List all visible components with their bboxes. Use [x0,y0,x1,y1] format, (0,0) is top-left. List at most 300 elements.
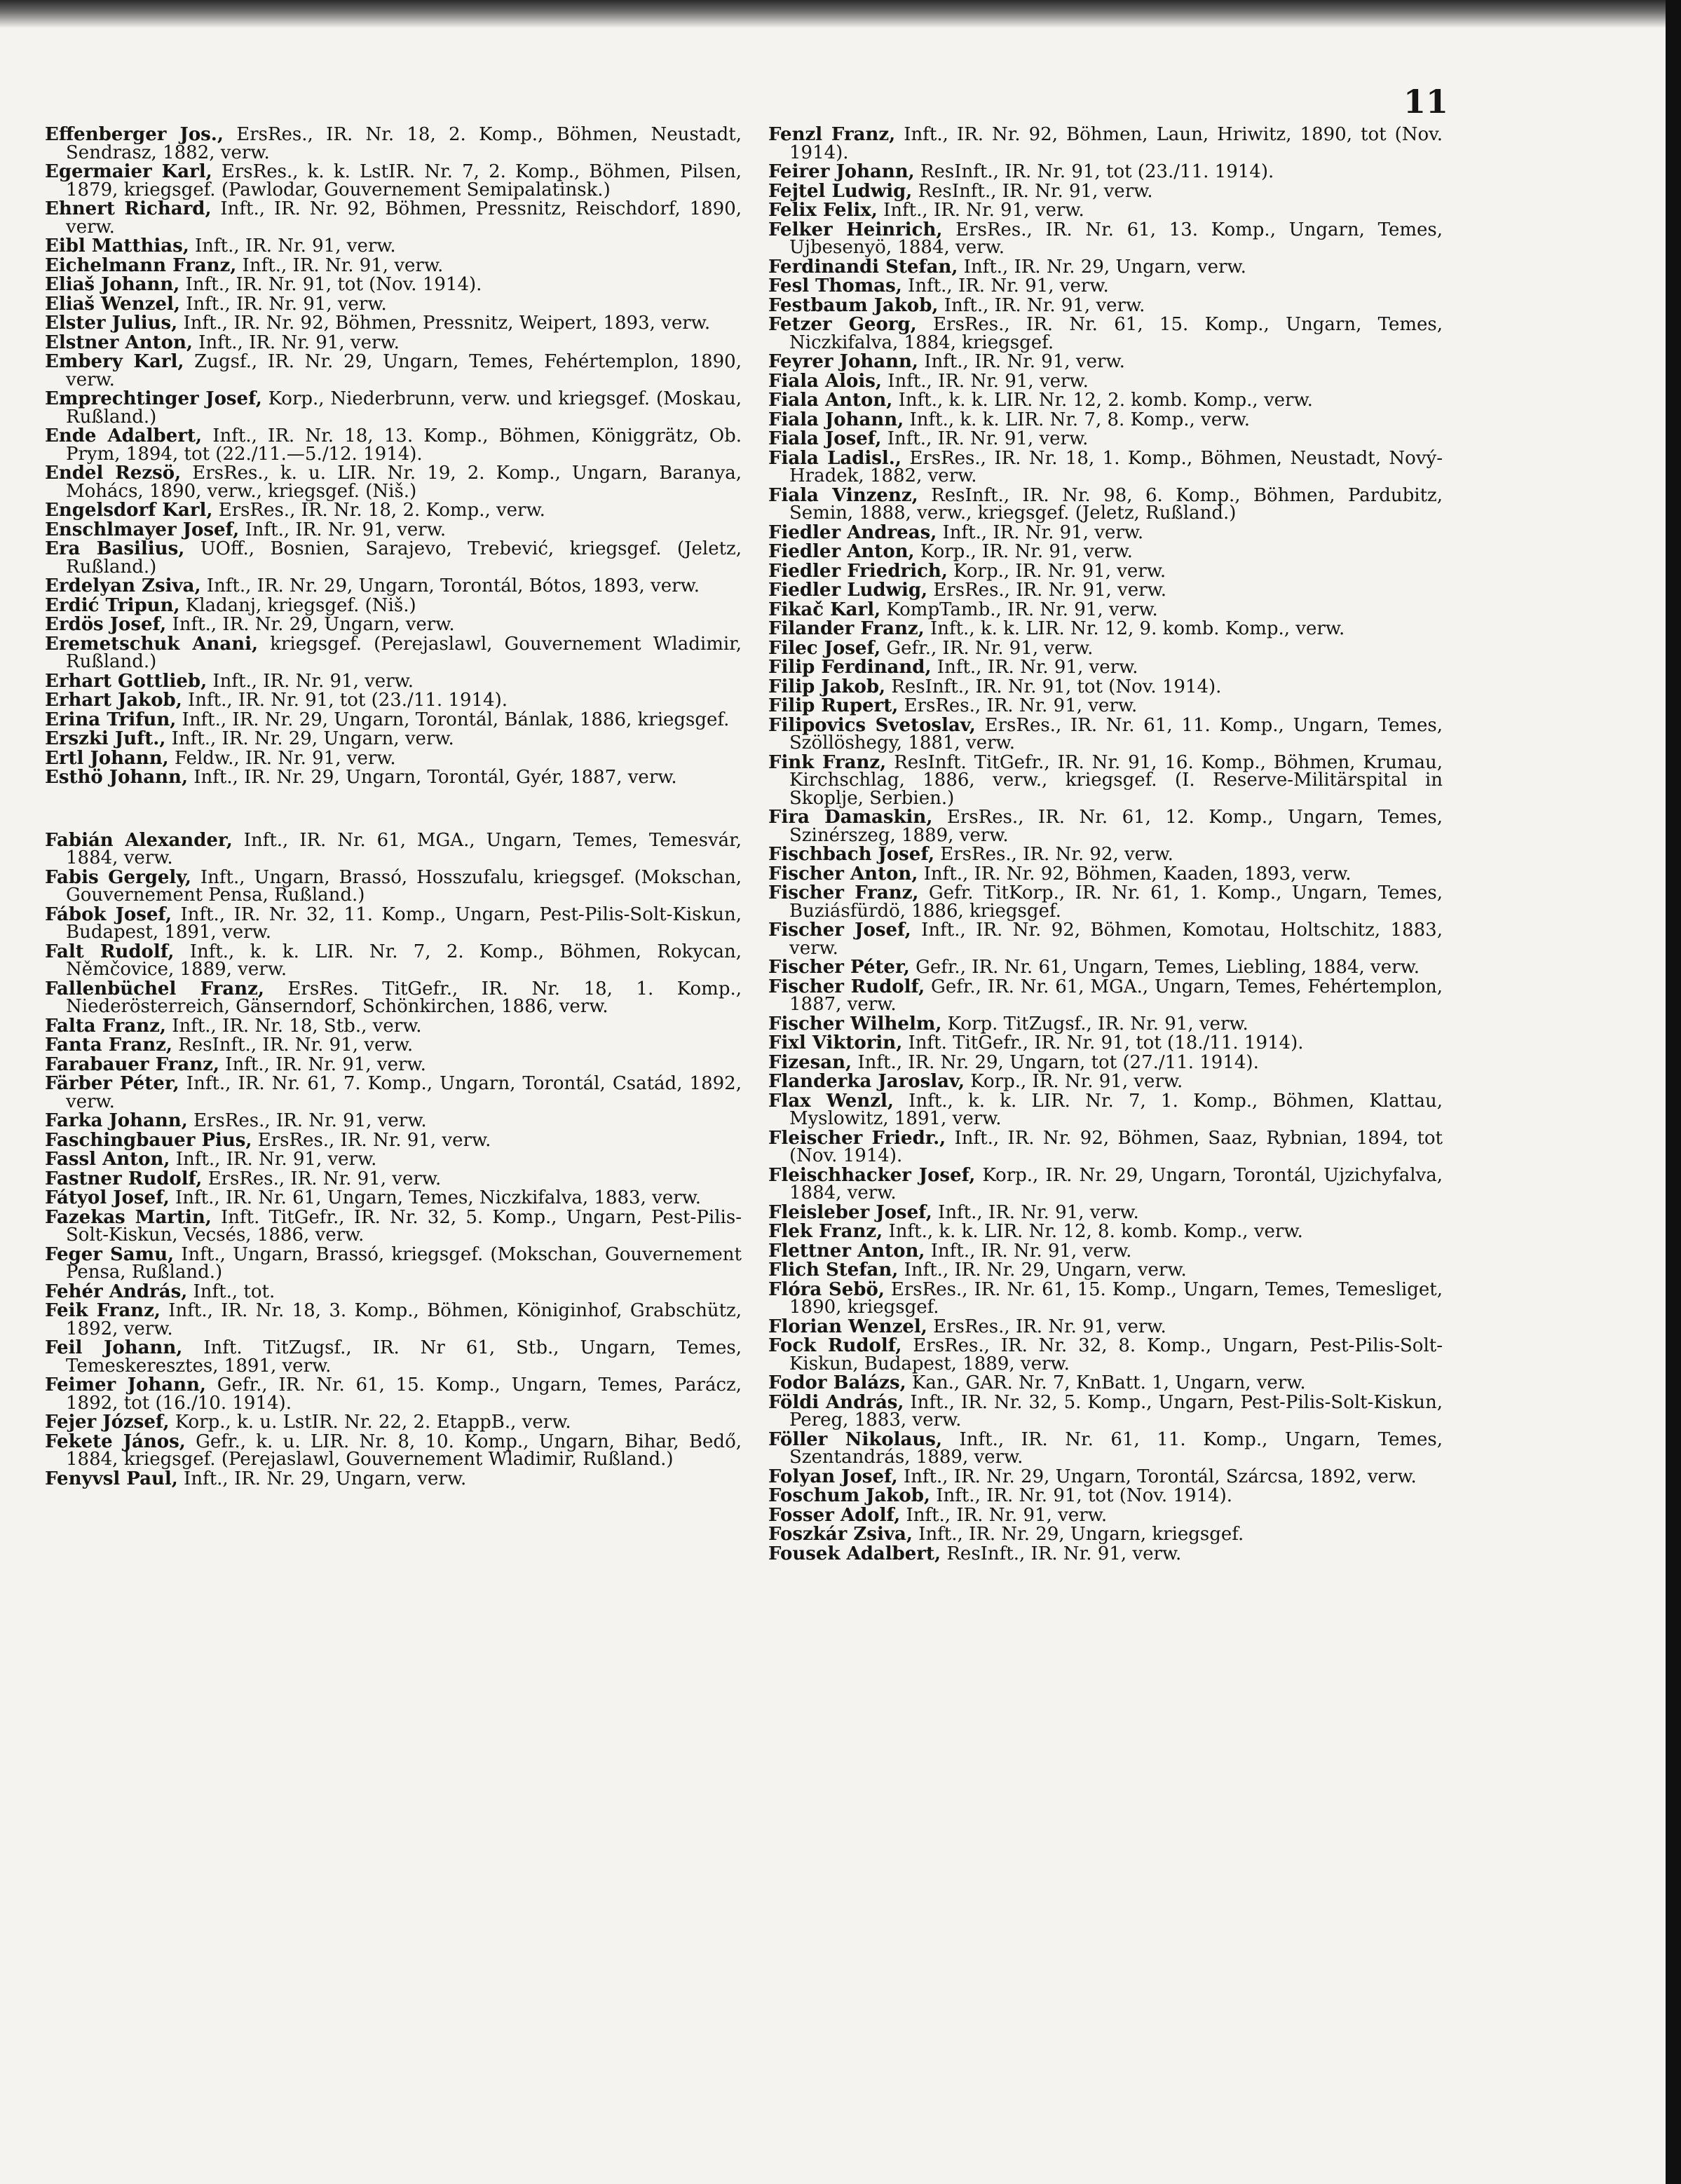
entry-name: Feik Franz, [45,1300,161,1321]
register-entry [768,1262,1443,1280]
register-entry [45,390,742,426]
entry-name: Flóra Sebö, [768,1278,885,1300]
entry-name: Eliaš Johann, [45,274,180,295]
entry-name: Ende Adalbert, [45,425,203,446]
entry-details: ErsRes., IR. Nr. 61, 13. Komp., Ungarn, Temes, Ujbesenyö, 1884, verw. [789,219,1443,258]
entry-name: Fleischhacker Josef, [768,1164,976,1186]
entry-details: Feldw., IR. Nr. 91, verw. [168,747,396,769]
register-entry [45,334,742,353]
entry-details: ResInft., IR. Nr. 98, 6. Komp., Böhmen, Pardubitz, Semin, 1888, verw., kriegsgef. (Jeletz, Rußland.) [789,484,1443,524]
entry-name: Föller Nikolaus, [768,1428,942,1450]
entry-name: Filipovics Svetoslav, [768,714,976,736]
entry-details: ErsRes., IR. Nr. 91, verw. [898,695,1138,716]
entry-name: Felix Felix, [768,200,878,221]
entry-details: Inft., IR. Nr. 61, 11. Komp., Ungarn, Temes, Szentandrás, 1889, verw. [789,1428,1443,1468]
entry-details: Inft. TitGefr., IR. Nr. 32, 5. Komp., Ungarn, Pest-Pilis-Solt-Kiskun, Vecsés, 1886, verw. [66,1206,742,1245]
entry-details: Korp. TitZugsf., IR. Nr. 91, verw. [941,1013,1248,1035]
entry-details: Inft., k. k. LIR. Nr. 12, 2. komb. Komp., verw. [892,390,1313,411]
entry-name: Filec Josef, [768,637,881,659]
entry-name: Elster Julius, [45,313,178,334]
register-entry [45,594,742,616]
entry-details: Inft., IR. Nr. 91, verw. [901,275,1109,296]
entry-name: Fixl Viktorin, [768,1032,903,1053]
register-entry [768,316,1443,352]
register-entry [768,521,1443,543]
entry-name: Flek Franz, [768,1221,883,1242]
entry-name: Ferdinandi Stefan, [768,256,958,278]
register-entry [45,521,742,540]
register-entry [45,1075,742,1111]
entry-name: Embery Karl, [45,351,184,372]
entry-name: Florian Wenzel, [768,1316,927,1337]
entry-name: Fink Franz, [768,751,887,773]
entry-name: Era Basilius, [45,538,185,559]
entry-name: Emprechtinger Josef, [45,388,262,409]
entry-details: Inft., IR. Nr. 91, verw. [877,200,1084,221]
entry-details: Inft., IR. Nr. 91, verw. [918,351,1125,372]
entry-details: ErsRes., IR. Nr. 18, 2. Komp., Böhmen, Neustadt, Sendrasz, 1882, verw. [66,124,742,163]
entry-details: ErsRes., IR. Nr. 18, 2. Komp., verw. [212,500,545,521]
entry-details: ErsRes., IR. Nr. 91, verw. [927,1316,1166,1337]
register-entry [768,484,1443,524]
entry-name: Ertl Johann, [45,747,169,769]
entry-name: Erszki Juft., [45,728,166,749]
register-entry [768,560,1443,582]
entry-details: Inft., IR. Nr. 91, verw. [219,1053,426,1075]
entry-name: Fischbach Josef, [768,844,935,865]
register-entry [768,1127,1443,1166]
entry-name: Fleischer Friedr., [768,1127,946,1149]
register-entry [768,180,1443,202]
right-column [768,126,1443,1564]
entry-name: Fiala Vinzenz, [768,484,918,506]
entry-details: KompTamb., IR. Nr. 91, verw. [880,599,1158,620]
register-entry [768,256,1443,278]
entry-name: Fábok Josef, [45,903,172,925]
entry-details: Inft., IR. Nr. 91, verw. [179,293,387,315]
entry-details: Inft., IR. Nr. 91, verw. [236,254,444,276]
entry-name: Fenyvsl Paul, [45,1468,178,1489]
entry-details: ErsRes., IR. Nr. 32, 8. Komp., Ungarn, Pest-Pilis-Solt-Kiskun, Budapest, 1889, verw. [789,1335,1443,1374]
register-entry [45,1283,742,1302]
entry-name: Erdelyan Zsiva, [45,575,201,596]
entry-name: Fischer Rudolf, [768,976,925,997]
register-entry [768,1487,1443,1506]
entry-details: Inft., k. k. LIR. Nr. 7, 8. Komp., verw. [904,409,1250,430]
entry-name: Fabis Gergely, [45,866,191,888]
register-entry [768,1391,1443,1431]
entry-name: Földi András, [768,1391,904,1413]
register-entry [768,1051,1443,1073]
entry-details: Inft. TitZugsf., IR. Nr 61, Stb., Ungarn, Temes, Temeskeresztes, 1891, verw. [66,1337,742,1377]
entry-details: ResInft., IR. Nr. 91, tot (23./11. 1914). [914,161,1274,182]
entry-details: ErsRes., IR. Nr. 92, verw. [934,844,1173,865]
entry-details: Inft., IR. Nr. 29, Ungarn, verw. [177,1468,467,1489]
entry-details: Zugsf., IR. Nr. 29, Ungarn, Temes, Fehértemplon, 1890, verw. [66,351,742,390]
register-entry [45,465,742,500]
entry-name: Farabauer Franz, [45,1053,219,1075]
register-entry [768,1240,1443,1262]
register-entry [45,1151,742,1169]
register-entry [45,126,742,162]
entry-name: Färber Péter, [45,1073,179,1094]
entry-name: Erdić Tripun, [45,594,180,616]
register-entry [768,1337,1443,1373]
register-entry [768,1504,1443,1526]
entry-name: Filip Ferdinand, [768,657,932,678]
entry-details: Korp., IR. Nr. 91, verw. [947,560,1166,582]
register-entry [45,1433,742,1469]
entry-name: Erhart Gottlieb, [45,670,207,692]
entry-details: Korp., IR. Nr. 91, verw. [965,1071,1183,1092]
entry-name: Falta Franz, [45,1015,166,1037]
entry-name: Egermaier Karl, [45,161,212,182]
entry-name: Fischer Péter, [768,957,910,978]
entry-name: Fazekas Martin, [45,1206,212,1228]
section-gap [45,789,742,832]
entry-name: Fikač Karl, [768,599,881,620]
entry-name: Filip Jakob, [768,676,886,697]
scan-right-edge [1666,0,1681,2184]
entry-name: Fiala Josef, [768,428,882,449]
entry-details: ResInft., IR. Nr. 91, verw. [172,1035,414,1056]
entry-details: Inft., IR. Nr. 29, Ungarn, verw. [958,256,1246,278]
entry-name: Fesl Thomas, [768,275,902,296]
entry-name: Feger Samu, [45,1243,175,1265]
register-entry [768,582,1443,600]
entry-details: Inft., IR. Nr. 91, tot (Nov. 1914). [930,1485,1233,1506]
entry-details: Inft., IR. Nr. 91, verw. [900,1504,1108,1526]
scan-top-shadow [0,0,1681,28]
entry-details: Inft., IR. Nr. 91, verw. [881,370,1089,392]
entry-name: Fiala Anton, [768,390,893,411]
entry-name: Erhart Jakob, [45,690,182,711]
entry-details: Inft., IR. Nr. 92, Böhmen, Pressnitz, Reischdorf, 1890, verw. [66,198,742,238]
register-entry [768,697,1443,716]
register-entry [45,1206,742,1245]
entry-details: Gefr. TitKorp., IR. Nr. 61, 1. Komp., Ungarn, Temes, Buziásfürdö, 1886, kriegsgef. [789,882,1443,922]
entry-details: Inft. TitGefr., IR. Nr. 91, tot (18./11. 1914). [902,1032,1304,1053]
entry-details: Inft., IR. Nr. 61, 7. Komp., Ungarn, Torontál, Csatád, 1892, verw. [66,1073,742,1112]
entry-details: ErsRes., IR. Nr. 61, 15. Komp., Ungarn, Temes, Niczkifalva, 1884, kriegsgef. [789,314,1443,353]
entry-details: ResInft., IR. Nr. 91, tot (Nov. 1914). [885,676,1222,697]
entry-details: Inft., IR. Nr. 91, verw. [170,1149,377,1170]
entry-details: Inft., Ungarn, Brassó, Hosszufalu, kriegsgef. (Mokschan, Gouvernement Pensa, Rußland.) [66,866,742,906]
entry-name: Festbaum Jakob, [768,294,939,316]
entry-details: ErsRes., IR. Nr. 61, 11. Komp., Ungarn, Temes, Szöllöshegy, 1881, verw. [789,714,1443,753]
entry-details: Gefr., IR. Nr. 61, 15. Komp., Ungarn, Temes, Parácz, 1892, tot (16./10. 1914). [66,1374,742,1414]
entry-name: Fiedler Andreas, [768,521,937,543]
entry-name: Faschingbauer Pius, [45,1129,252,1151]
entry-details: Inft., IR. Nr. 18, 3. Komp., Böhmen, Königinhof, Grabschütz, 1892, verw. [66,1300,742,1339]
entry-details: Inft., k. k. LIR. Nr. 7, 2. Komp., Böhmen, Rokycan, Němčovice, 1889, verw. [66,941,742,980]
entry-name: Fizesan, [768,1051,852,1073]
register-entry [45,1243,742,1283]
entry-details: Inft., IR. Nr. 91, verw. [937,521,1144,543]
entry-details: Inft., IR. Nr. 29, Ungarn, kriegsgef. [912,1524,1244,1545]
register-entry [45,575,742,596]
entry-name: Flanderka Jaroslav, [768,1071,965,1092]
entry-details: Gefr., IR. Nr. 91, verw. [880,637,1094,659]
register-entry [768,678,1443,697]
register-entry [768,959,1443,977]
entry-name: Fejer József, [45,1412,170,1433]
register-entry [768,353,1443,371]
entry-name: Feil Johann, [45,1337,183,1358]
entry-details: Gefr., IR. Nr. 61, Ungarn, Temes, Liebling, 1884, verw. [909,957,1420,978]
entry-name: Fischer Wilhelm, [768,1013,942,1035]
entry-details: ResInft., IR. Nr. 91, verw. [912,180,1153,202]
entry-name: Felker Heinrich, [768,219,943,240]
entry-name: Eliaš Wenzel, [45,293,180,315]
entry-name: Filip Rupert, [768,695,899,716]
register-entry [45,1053,742,1075]
entry-details: Inft., IR. Nr. 18, 13. Komp., Böhmen, Königgrätz, Ob. Prym, 1894, tot (22./11.—5./12. 1914). [66,425,742,465]
register-entry [768,1545,1443,1564]
entry-details: Inft., IR. Nr. 91, verw. [938,294,1145,316]
register-entry [768,846,1443,864]
entry-name: Fosser Adolf, [768,1504,901,1526]
entry-details: Inft., IR. Nr. 29, Ungarn, verw. [165,728,454,749]
entry-name: Fassl Anton, [45,1149,170,1170]
entry-details: Inft., IR. Nr. 29, Ungarn, Torontál, Szárcsa, 1892, verw. [897,1466,1417,1487]
register-entry [768,659,1443,677]
register-entry [45,1414,742,1432]
entry-name: Fetzer Georg, [768,314,917,335]
register-entry [768,543,1443,561]
register-entry [45,200,742,236]
register-entry [45,1374,742,1414]
register-entry [45,829,742,868]
entry-name: Falt Rudolf, [45,941,175,962]
entry-details: ErsRes., IR. Nr. 61, 12. Komp., Ungarn, Temes, Szinérszeg, 1889, verw. [789,807,1443,846]
entry-name: Fastner Rudolf, [45,1168,203,1189]
entry-details: Inft., k. k. LIR. Nr. 7, 1. Komp., Böhmen, Klattau, Myslowitz, 1891, verw. [789,1090,1443,1129]
register-entry [45,1015,742,1037]
entry-name: Fiedler Ludwig, [768,580,928,601]
entry-name: Feimer Johann, [45,1374,206,1395]
register-entry [768,1223,1443,1241]
register-entry [45,238,742,256]
register-entry [768,126,1443,162]
entry-details: Inft., IR. Nr. 32, 11. Komp., Ungarn, Pest-Pilis-Solt-Kiskun, Budapest, 1891, verw. [66,903,742,943]
entry-name: Fejtel Ludwig, [768,180,913,202]
entry-details: Inft., Ungarn, Brassó, kriegsgef. (Mokschan, Gouvernement Pensa, Rußland.) [66,1243,742,1283]
entry-details: ErsRes., IR. Nr. 91, verw. [202,1168,442,1189]
entry-details: UOff., Bosnien, Sarajevo, Trebević, kriegsgef. (Jeletz, Rußland.) [66,538,742,578]
entry-name: Feirer Johann, [768,161,915,182]
register-entry [768,221,1443,257]
register-entry [768,637,1443,659]
entry-name: Eremetschuk Anani, [45,633,259,655]
entry-name: Foschum Jakob, [768,1485,930,1506]
entry-details: Inft., IR. Nr. 91, verw. [239,519,447,540]
entry-name: Erdös Josef, [45,614,167,635]
entry-name: Engelsdorf Karl, [45,500,213,521]
register-entry [45,1470,742,1489]
entry-name: Farka Johann, [45,1110,188,1131]
register-entry [45,1112,742,1131]
register-entry [45,1037,742,1055]
entry-details: Inft., IR. Nr. 61, Ungarn, Temes, Niczkifalva, 1883, verw. [169,1187,702,1208]
register-entry [768,1468,1443,1487]
entry-details: Inft., IR. Nr. 91, tot (Nov. 1914). [179,274,482,295]
entry-name: Filander Franz, [768,618,925,639]
entry-name: Fabián Alexander, [45,829,233,851]
entry-name: Fekete János, [45,1431,186,1452]
entry-name: Fodor Balázs, [768,1372,906,1393]
register-entry [768,714,1443,753]
entry-details: Inft., IR. Nr. 29, Ungarn, Torontál, Bánlak, 1886, kriegsgef. [176,709,730,730]
entry-details: ResInft., IR. Nr. 91, verw. [941,1543,1182,1564]
entry-name: Eichelmann Franz, [45,254,237,276]
register-entry [768,163,1443,182]
entry-details: Inft., IR. Nr. 91, verw. [932,1201,1139,1223]
register-entry [768,1164,1443,1203]
entry-name: Erina Trifun, [45,709,177,730]
entry-name: Effenberger Jos., [45,124,224,145]
entry-name: Ehnert Richard, [45,198,212,219]
entry-details: Korp., Niederbrunn, verw. und kriegsgef. (Moskau, Rußland.) [66,388,742,428]
register-entry [45,1129,742,1151]
register-entry [45,1189,742,1208]
entry-name: Eibl Matthias, [45,236,189,257]
register-entry [45,1339,742,1375]
entry-details: Inft., IR. Nr. 91, verw. [931,657,1138,678]
entry-details: Inft., IR. Nr. 92, Böhmen, Pressnitz, Weipert, 1893, verw. [177,313,711,334]
entry-details: ErsRes., IR. Nr. 91, verw. [927,580,1166,601]
register-entry [768,601,1443,620]
register-entry [768,1278,1443,1318]
register-entry [768,751,1443,809]
entry-details: ErsRes., IR. Nr. 18, 1. Komp., Böhmen, Neustadt, Nový-Hradek, 1882, verw. [789,447,1443,486]
entry-details: Inft., IR. Nr. 92, Böhmen, Kaaden, 1893, verw. [918,863,1352,885]
entry-details: Inft., IR. Nr. 91, verw. [881,428,1089,449]
register-entry [45,866,742,906]
entry-name: Foszkár Zsiva, [768,1524,913,1545]
register-entry [768,202,1443,220]
register-entry [768,1032,1443,1053]
register-entry [45,254,742,276]
register-entry [768,275,1443,296]
entry-details: Korp., k. u. LstIR. Nr. 22, 2. EtappB., verw. [169,1412,571,1433]
entry-details: Korp., IR. Nr. 91, verw. [914,541,1133,562]
register-entry [45,1168,742,1189]
register-entry [768,370,1443,392]
entry-name: Enschlmayer Josef, [45,519,240,540]
register-entry [45,540,742,576]
entry-name: Feyrer Johann, [768,351,918,372]
entry-details: Gefr., IR. Nr. 61, MGA., Ungarn, Temes, Fehértemplon, 1887, verw. [789,976,1443,1015]
entry-details: Inft., IR. Nr. 18, Stb., verw. [165,1015,422,1037]
entry-details: Inft., IR. Nr. 29, Ungarn, tot (27./11. 1914). [852,1051,1259,1073]
left-column [45,126,742,1489]
entry-name: Fanta Franz, [45,1035,172,1056]
entry-name: Fischer Anton, [768,863,918,885]
register-entry [768,1318,1443,1337]
entry-name: Fiedler Friedrich, [768,560,948,582]
entry-details: ErsRes., IR. Nr. 91, verw. [187,1110,427,1131]
entry-details: ResInft. TitGefr., IR. Nr. 91, 16. Komp., Böhmen, Krumau, Kirchschlag, 1886, verw., kriegsgef. (I. Reserve-Militärspital in Skoplje, Serbien.) [789,751,1443,809]
entry-details: Inft., IR. Nr. 91, verw. [189,236,396,257]
entry-details: Inft., IR. Nr. 32, 5. Komp., Ungarn, Pest-Pilis-Solt-Kiskun, Pereg, 1883, verw. [789,1391,1443,1431]
register-entry [45,633,742,672]
register-entry [45,747,742,769]
entry-name: Fiedler Anton, [768,541,915,562]
register-entry [768,392,1443,410]
register-entry [768,1374,1443,1393]
entry-details: Inft., IR. Nr. 29, Ungarn, Torontál, Gyér, 1887, verw. [188,767,677,788]
entry-details: Kladanj, kriegsgef. (Niš.) [179,594,416,616]
entry-details: Inft., IR. Nr. 29, Ungarn, verw. [166,614,455,635]
register-entry [45,502,742,520]
register-entry [768,620,1443,639]
entry-details: Inft., k. k. LIR. Nr. 12, 8. komb. Komp., verw. [883,1221,1303,1242]
entry-name: Fischer Josef, [768,920,911,941]
register-entry [768,447,1443,486]
register-entry [768,294,1443,316]
entry-details: Inft., IR. Nr. 92, Böhmen, Saaz, Rybnian, 1894, tot (Nov. 1914). [789,1127,1443,1166]
register-entry [45,978,742,1017]
register-entry [768,978,1443,1014]
entry-details: Inft., tot. [187,1281,275,1302]
entry-details: Inft., IR. Nr. 29, Ungarn, Torontál, Bótos, 1893, verw. [200,575,700,596]
register-entry [45,692,742,710]
entry-name: Fleisleber Josef, [768,1201,932,1223]
register-entry [45,730,742,749]
entry-name: Fiala Ladisl., [768,447,901,469]
entry-name: Fousek Adalbert, [768,1543,941,1564]
entry-name: Fallenbüchel Franz, [45,978,264,999]
entry-details: Inft., IR. Nr. 61, MGA., Ungarn, Temes, Temesvár, 1884, verw. [66,829,742,868]
entry-details: Inft., IR. Nr. 92, Böhmen, Laun, Hriwitz, 1890, tot (Nov. 1914). [789,124,1443,163]
register-entry [45,276,742,294]
register-entry [768,430,1443,449]
entry-details: kriegsgef. (Perejaslawl, Gouvernement Wladimir, Rußland.) [66,633,742,672]
register-entry [45,1302,742,1338]
register-entry [768,411,1443,430]
entry-name: Elstner Anton, [45,332,193,353]
entry-name: Fenzl Franz, [768,124,896,145]
entry-name: Flax Wenzl, [768,1090,894,1112]
entry-name: Flettner Anton, [768,1240,925,1262]
register-entry [768,863,1443,885]
register-entry [768,809,1443,845]
entry-details: Inft., IR. Nr. 91, verw. [207,670,414,692]
entry-name: Endel Rezsö, [45,463,182,484]
entry-name: Fock Rudolf, [768,1335,902,1356]
register-entry [768,922,1443,957]
entry-details: ErsRes., k. u. LIR. Nr. 19, 2. Komp., Ungarn, Baranya, Mohács, 1890, verw., kriegsgef. (Niš.) [66,463,742,502]
entry-details: Inft., IR. Nr. 91, verw. [925,1240,1132,1262]
register-entry [45,943,742,979]
entry-name: Fira Damaskin, [768,807,933,828]
entry-details: Inft., IR. Nr. 91, tot (23./11. 1914). [182,690,508,711]
entry-name: Flich Stefan, [768,1260,899,1281]
register-entry [768,1013,1443,1035]
entry-details: Gefr., k. u. LIR. Nr. 8, 10. Komp., Ungarn, Bihar, Bedő, 1884, kriegsgef. (Perejaslawl, Gouvernement Wladimir, Rußland.) [66,1431,742,1470]
entry-details: ErsRes. TitGefr., IR. Nr. 18, 1. Komp., Niederösterreich, Gänserndorf, Schönkirchen, 1886, verw. [66,978,742,1017]
entry-details: Inft., IR. Nr. 29, Ungarn, verw. [898,1260,1187,1281]
register-entry [45,670,742,692]
entry-name: Fehér András, [45,1281,188,1302]
entry-name: Folyan Josef, [768,1466,898,1487]
register-entry [768,1090,1443,1129]
entry-details: Kan., GAR. Nr. 7, KnBatt. 1, Ungarn, verw. [906,1372,1306,1393]
entry-details: Inft., k. k. LIR. Nr. 12, 9. komb. Komp., verw. [924,618,1345,639]
entry-details: Inft., IR. Nr. 91, verw. [192,332,400,353]
entry-name: Esthö Johann, [45,767,189,788]
